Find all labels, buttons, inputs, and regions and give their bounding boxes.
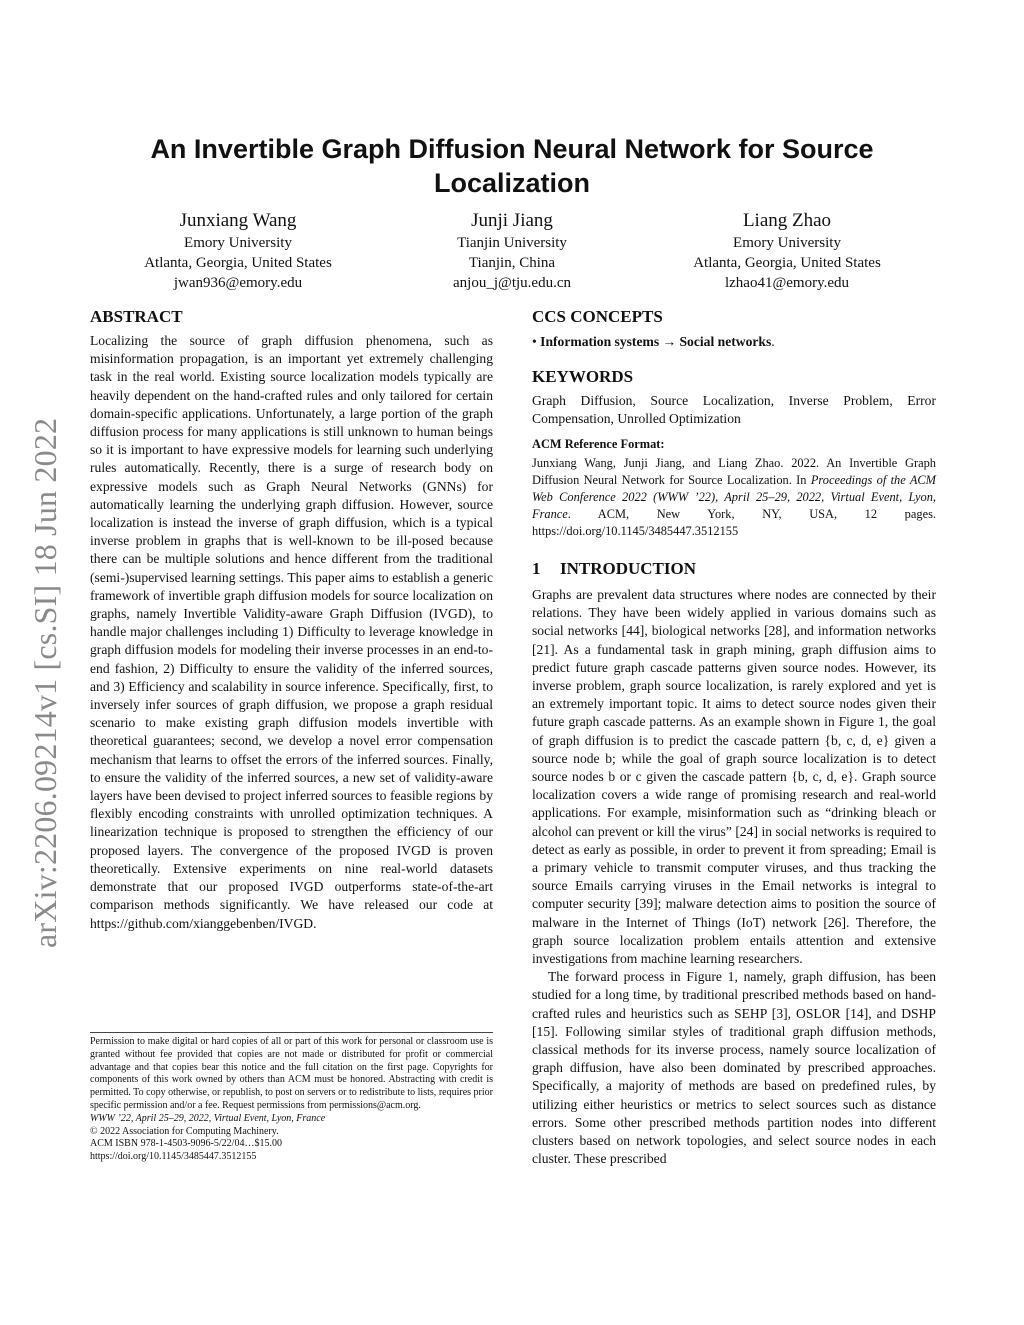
section-number: 1 bbox=[532, 559, 541, 578]
keywords-text: Graph Diffusion, Source Localization, Inverse Problem, Error Compensation, Unrolled Optimization bbox=[532, 393, 936, 427]
author-name: Junji Jiang bbox=[471, 210, 553, 231]
keywords-section bbox=[532, 366, 936, 428]
doi-line: https://doi.org/10.1145/3485447.3512155 bbox=[90, 1151, 257, 1163]
ccs-heading: CCS CONCEPTS bbox=[532, 307, 663, 326]
ccs-period: . bbox=[771, 334, 775, 349]
author-affiliation: Emory University bbox=[184, 235, 292, 251]
author-name: Junxiang Wang bbox=[179, 210, 297, 231]
arxiv-identifier-stamp: arXiv:2206.09214v1 [cs.SI] 18 Jun 2022 bbox=[27, 417, 63, 948]
acm-reference-section bbox=[532, 436, 936, 540]
acm-reference-publisher: . ACM, New York, NY, USA, 12 pages. https://doi.org/10.1145/3485447.3512155 bbox=[532, 507, 936, 538]
author-location: Tianjin, China bbox=[468, 255, 556, 271]
acm-reference-authors: Junxiang Wang, Junji Jiang, and Liang Zhao. 2022. An Invertible Graph Diffusion Neural Network for Source Localization. In bbox=[532, 456, 936, 487]
author-email: lzhao41@emory.edu bbox=[724, 275, 850, 291]
abstract-section bbox=[90, 306, 493, 933]
permission-footnote bbox=[90, 1032, 493, 1164]
acm-reference-heading: ACM Reference Format: bbox=[532, 437, 665, 451]
introduction-section bbox=[532, 558, 936, 1169]
author-block-3 bbox=[647, 208, 927, 293]
permission-text: Permission to make digital or hard copies of all or part of this work for personal or classroom use is granted without fee provided that copies are not made or distributed for profit or commercial advantage and that copies bear this notice and the full citation on the first page. Copyrights for components of this work owned by others than ACM must be honored. Abstracting with credit is permitted. To copy otherwise, or republish, to post on servers or to redistribute to lists, requires prior specific permission and/or a fee. Request permissions from permissions@acm.org. bbox=[90, 1036, 493, 1111]
ccs-concept-line bbox=[532, 333, 936, 351]
isbn-line: ACM ISBN 978-1-4503-9096-5/22/04…$15.00 bbox=[90, 1138, 282, 1150]
copyright-line: © 2022 Association for Computing Machinery. bbox=[90, 1125, 279, 1137]
ccs-concepts-section bbox=[532, 306, 936, 351]
introduction-paragraph-2: The forward process in Figure 1, namely, graph diffusion, has been studied for a long time, by traditional prescribed methods based on hand-crafted rules and heuristics such as SEHP [3], OSLOR [14], and DSHP [15]. Following similar styles of traditional graph diffusion methods, classical methods for its inverse process, namely source localization of graph diffusion, have also been dominated by prescribed approaches. Specifically, a majority of methods are based on predefined rules, by utilizing either heuristics or metrics to select sources such as distance errors. Some other prescribed methods partition nodes into different clusters based on network topologies, and select source nodes in each cluster. These prescribed bbox=[532, 969, 936, 1167]
acm-reference-text bbox=[532, 455, 936, 540]
author-location: Atlanta, Georgia, United States bbox=[693, 255, 881, 271]
venue-line: WWW ’22, April 25–29, 2022, Virtual Event, Lyon, France bbox=[90, 1112, 326, 1124]
author-email: jwan936@emory.edu bbox=[173, 275, 303, 291]
keywords-heading: KEYWORDS bbox=[532, 367, 634, 386]
abstract-heading: ABSTRACT bbox=[90, 307, 183, 326]
introduction-paragraph-1: Graphs are prevalent data structures where nodes are connected by their relations. They have been widely applied in various domains such as social networks [44], biological networks [28], and information networks [21]. As a fundamental task in graph mining, graph diffusion aims to predict future graph cascade patterns given source nodes. However, its inverse problem, graph source localization, is rarely explored and yet is an extremely important topic. It aims to detect source nodes given their future graph cascade patterns. As an example shown in Figure 1, the goal of graph diffusion is to predict the cascade pattern {b, c, d, e} given a source node b; while the goal of graph source localization is to detect source nodes b or c given the cascade pattern {b, c, d, e}. Graph source localization covers a wide range of promising research and real-world applications. For example, misinformation such as “drinking bleach or alcohol can prevent or kill the virus” [24] in social networks is required to detect as early as possible, in order to prevent it from spreading; Email is a primary vehicle to transmit computer viruses, and thus tracking the source Emails carrying viruses in the Email networks is integral to computer security [39]; malware detection aims to position the source of malware in the Internet of Things (IoT) network [26]. Therefore, the graph source localization problem entails attention and extensive investigations from machine learning researchers. bbox=[532, 587, 936, 967]
acm-reference-venue: Proceedings of the ACM Web Conference 2022 (WWW ’22), April 25–29, 2022, Virtual Event, Lyon, France bbox=[532, 473, 936, 521]
introduction-heading bbox=[532, 558, 936, 580]
author-block-2 bbox=[372, 208, 652, 293]
author-name: Liang Zhao bbox=[742, 210, 832, 231]
author-location: Atlanta, Georgia, United States bbox=[144, 255, 332, 271]
ccs-bullet: • bbox=[532, 334, 537, 349]
abstract-text: Localizing the source of graph diffusion phenomena, such as misinformation propagation, is an important yet extremely challenging task in the real world. Existing source localization models typically are heavily dependent on the hand-crafted rules and only tailored for certain domain-specific applications. Unfortunately, a large portion of the graph diffusion process for many applications is still unknown to human beings so it is important to have expressive models for learning such underlying rules automatically. Recently, there is a surge of research body on expressive models such as Graph Neural Networks (GNNs) for automatically learning the underlying graph diffusion. However, source localization is instead the inverse of graph diffusion, which is a typical inverse problem in graphs that is well-known to be ill-posed because there can be multiple solutions and hence different from the traditional (semi-)supervised learning settings. This paper aims to establish a generic framework of invertible graph diffusion models for source localization on graphs, namely Invertible Validity-aware Graph Diffusion (IVGD), to handle major challenges including 1) Difficulty to leverage knowledge in graph diffusion models for modeling their inverse processes in an end-to-end fashion, 2) Difficulty to ensure the validity of the inferred sources, and 3) Efficiency and scalability in source inference. Specifically, first, to inversely infer sources of graph diffusion, we propose a graph residual scenario to make existing graph diffusion models invertible with theoretical guarantees; second, we develop a novel error compensation mechanism that learns to offset the errors of the inferred sources. Finally, to ensure the validity of the inferred sources, a new set of validity-aware layers have been devised to project inferred sources to feasible regions by flexibly encoding constraints with unrolled optimization techniques. A linearization technique is proposed to strengthen the efficiency of our proposed layers. The convergence of the proposed IVGD is proven theoretically. Extensive experiments on nine real-world datasets demonstrate that our proposed IVGD outperforms state-of-the-art comparison methods significantly. We have released our code at https://github.com/xianggebenben/IVGD. bbox=[90, 333, 493, 931]
author-affiliation: Emory University bbox=[733, 235, 841, 251]
author-block-1 bbox=[98, 208, 378, 293]
author-email: anjou_j@tju.edu.cn bbox=[453, 275, 571, 291]
section-title: INTRODUCTION bbox=[560, 559, 697, 578]
author-affiliation: Tianjin University bbox=[457, 235, 567, 251]
paper-title: An Invertible Graph Diffusion Neural Network for Source Localization bbox=[150, 134, 874, 198]
ccs-concept: Information systems → Social networks bbox=[540, 334, 772, 349]
